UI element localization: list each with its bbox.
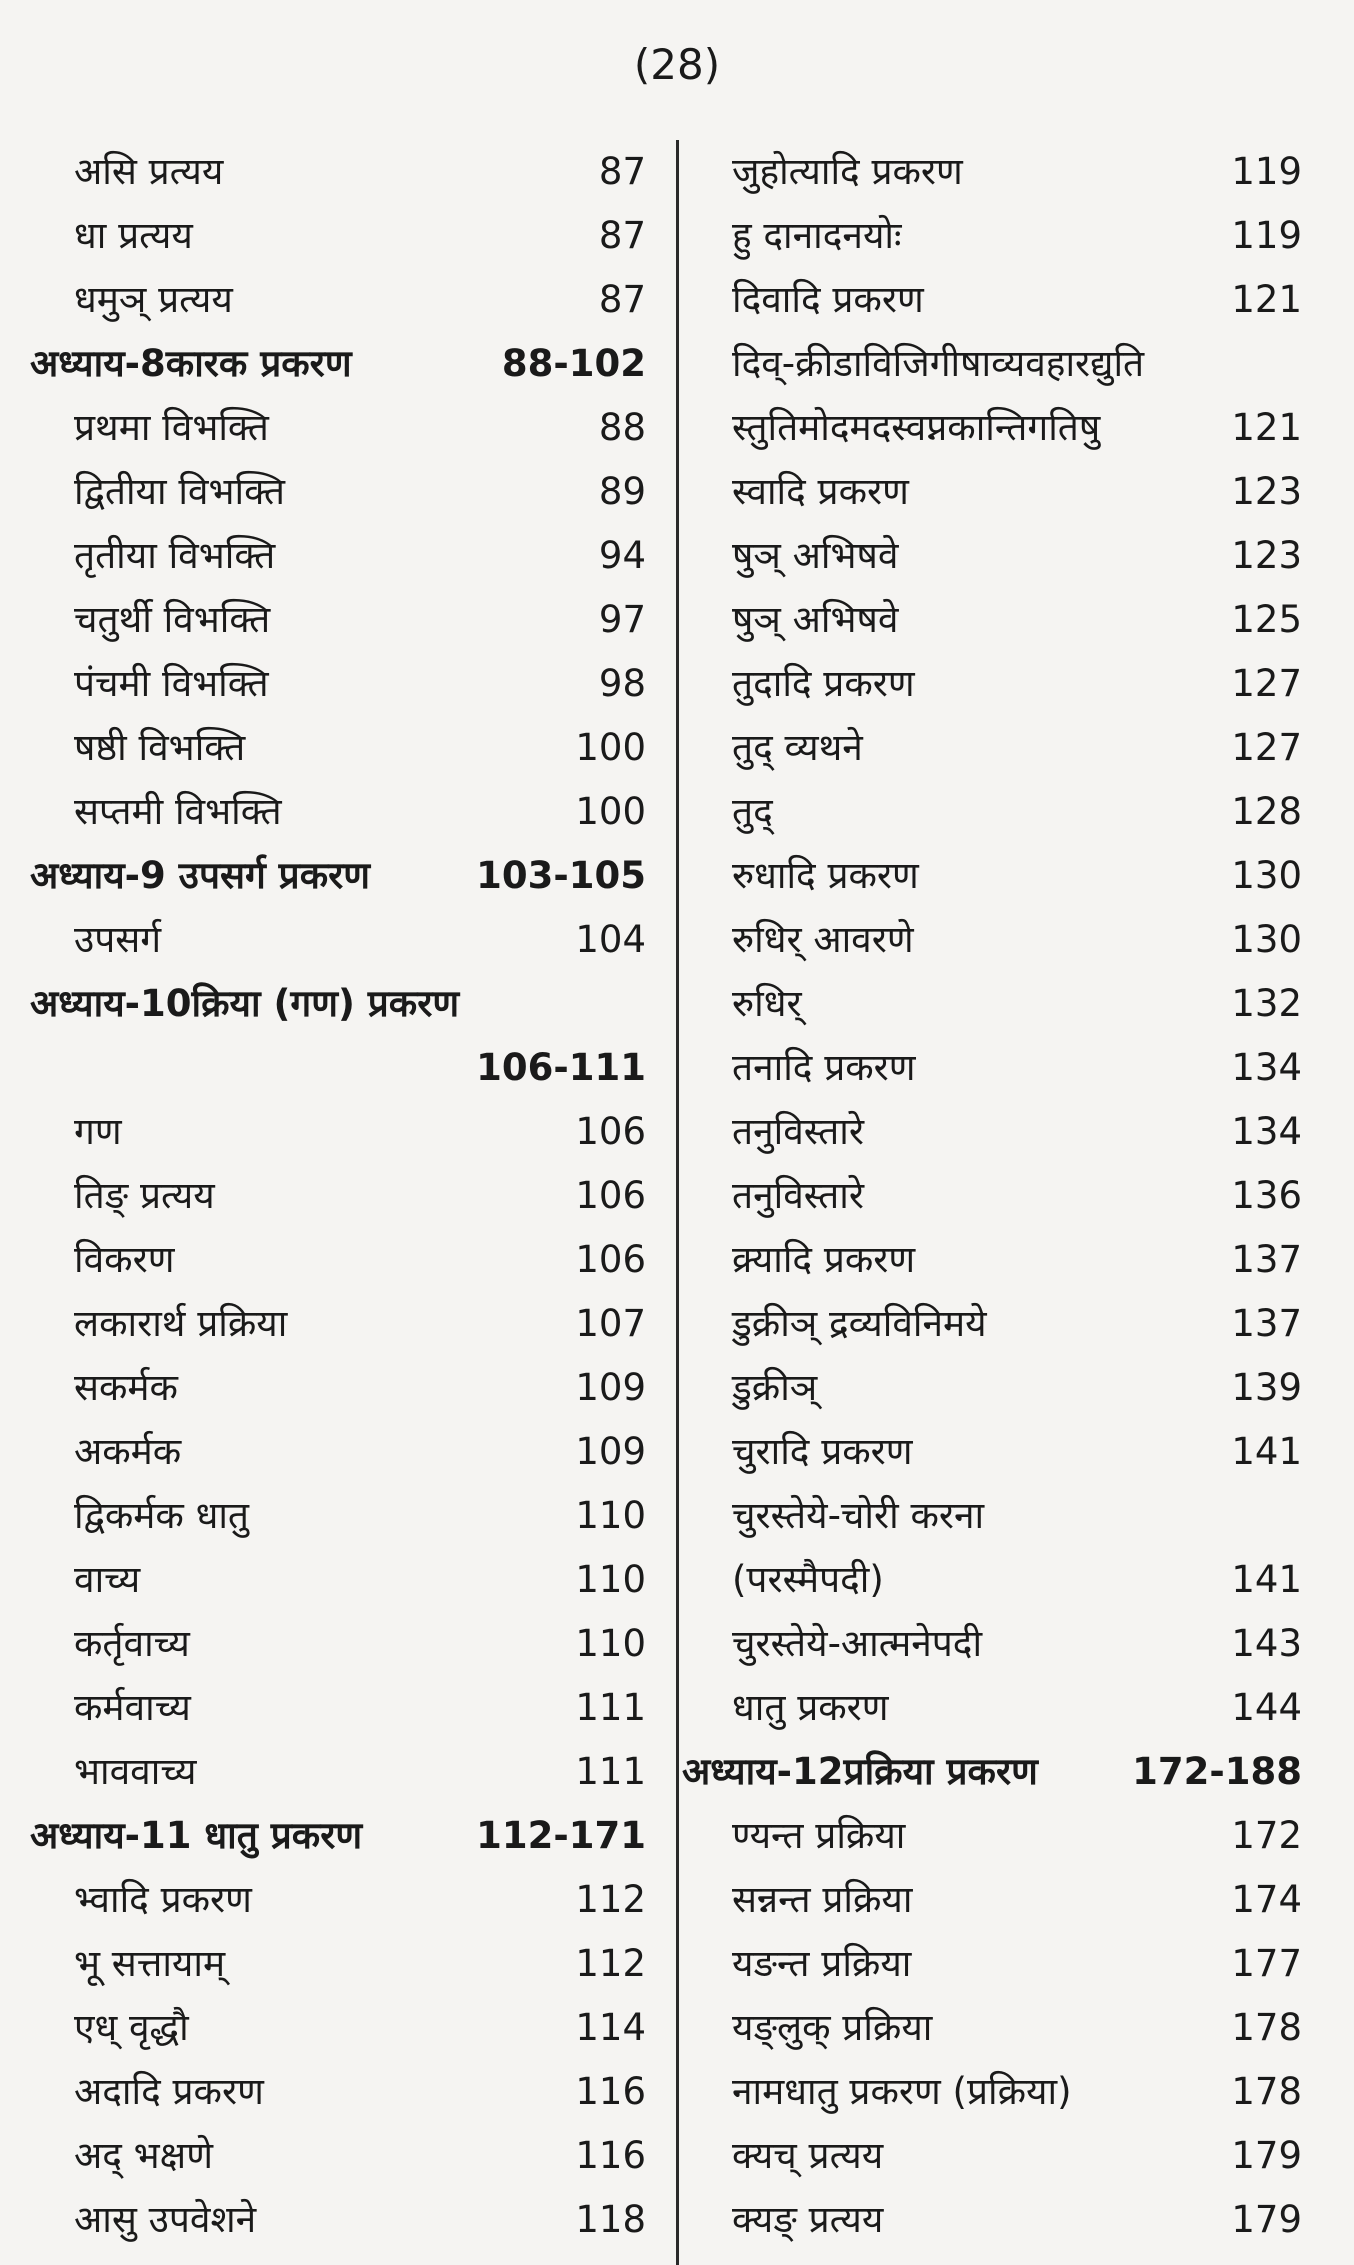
entry-page-number: 100 <box>575 726 646 769</box>
entry-page-number: 87 <box>598 214 646 257</box>
toc-entry-row <box>30 140 646 204</box>
entry-page-number: 109 <box>575 1366 646 1409</box>
toc-entry-row <box>706 2124 1302 2188</box>
toc-entry-row <box>706 972 1302 1036</box>
entry-title: चुरस्तेये-चोरी करना <box>732 1494 985 1537</box>
entry-title: सन्नन्त प्रक्रिया <box>732 1878 913 1921</box>
toc-entry-row <box>30 1292 646 1356</box>
entry-page-number: 172 <box>1231 1814 1302 1857</box>
entry-page-number: 104 <box>575 918 646 961</box>
entry-title: प्रथमा विभक्ति <box>74 406 269 449</box>
entry-title: डुक्रीञ् <box>732 1366 818 1409</box>
entry-page-number: 134 <box>1231 1110 1302 1153</box>
toc-entry-row <box>30 1868 646 1932</box>
entry-page-number: 172-188 <box>1132 1750 1302 1793</box>
entry-page-number: 100 <box>575 790 646 833</box>
toc-entry-row <box>706 1612 1302 1676</box>
entry-page-number: 106 <box>575 1238 646 1281</box>
entry-page-number: 112-171 <box>476 1814 646 1857</box>
entry-page-number: 132 <box>1231 982 1302 1025</box>
entry-title: द्वितीया विभक्ति <box>74 470 286 513</box>
toc-entry-row <box>706 1164 1302 1228</box>
entry-page-number: 87 <box>598 150 646 193</box>
entry-title: विकरण <box>74 1238 175 1281</box>
entry-title: डुक्रीञ् द्रव्यविनिमये <box>732 1302 987 1345</box>
entry-title: असि प्रत्यय <box>74 150 224 193</box>
entry-page-number: 139 <box>1231 1366 1302 1409</box>
toc-entry-row <box>706 1420 1302 1484</box>
entry-page-number: 116 <box>575 2134 646 2177</box>
entry-title: क्यङ् प्रत्यय <box>732 2198 884 2241</box>
right-column <box>682 140 1302 2252</box>
entry-title: दिव्-क्रीडाविजिगीषाव्यवहारद्युति <box>732 342 1145 385</box>
entry-title: तुदादि प्रकरण <box>732 662 915 705</box>
entry-page-number: 179 <box>1231 2198 1302 2241</box>
entry-title: धातु प्रकरण <box>732 1686 889 1729</box>
toc-entry-row <box>706 1036 1302 1100</box>
entry-title: अद् भक्षणे <box>74 2134 213 2177</box>
entry-title: क्यच् प्रत्यय <box>732 2134 884 2177</box>
entry-page-number: 110 <box>575 1558 646 1601</box>
page-number: (28) <box>633 40 721 89</box>
toc-entry-row <box>706 1100 1302 1164</box>
toc-entry-row <box>30 2188 646 2252</box>
toc-entry-row <box>706 1932 1302 1996</box>
entry-title: आसु उपवेशने <box>74 2198 257 2241</box>
entry-page-number: 88-102 <box>501 342 646 385</box>
entry-title: चतुर्थी विभक्ति <box>74 598 271 641</box>
toc-entry-row <box>30 588 646 652</box>
entry-title: सप्तमी विभक्ति <box>74 790 282 833</box>
entry-title: षुञ् अभिषवे <box>732 598 899 641</box>
entry-page-number: 109 <box>575 1430 646 1473</box>
column-divider <box>676 140 679 2265</box>
entry-title: एध् वृद्धौ <box>74 2006 189 2049</box>
entry-title: स्वादि प्रकरण <box>732 470 909 513</box>
entry-title: रुधादि प्रकरण <box>732 854 919 897</box>
entry-title: कर्मवाच्य <box>74 1686 191 1729</box>
toc-entry-row <box>706 844 1302 908</box>
entry-page-number: 103-105 <box>476 854 646 897</box>
entry-page-number: 178 <box>1231 2006 1302 2049</box>
entry-page-number: 144 <box>1231 1686 1302 1729</box>
toc-entry-row <box>706 1292 1302 1356</box>
toc-entry-row <box>30 1420 646 1484</box>
chapter-heading-row <box>30 844 646 908</box>
toc-entry-row <box>30 2060 646 2124</box>
toc-entry-row <box>706 332 1302 396</box>
entry-title: यङ्लुक् प्रक्रिया <box>732 2006 933 2049</box>
entry-page-number: 112 <box>575 1942 646 1985</box>
entry-page-number: 97 <box>598 598 646 641</box>
toc-entry-row <box>706 460 1302 524</box>
entry-page-number: 106 <box>575 1174 646 1217</box>
entry-title: उपसर्ग <box>74 918 162 961</box>
entry-title: गण <box>74 1110 122 1153</box>
entry-title: धमुञ् प्रत्यय <box>74 278 233 321</box>
entry-page-number: 106 <box>575 1110 646 1153</box>
toc-entry-row <box>30 1996 646 2060</box>
toc-entry-row <box>30 1036 646 1100</box>
toc-entry-row <box>706 396 1302 460</box>
entry-title: तुद् व्यथने <box>732 726 863 769</box>
entry-page-number: 118 <box>575 2198 646 2241</box>
entry-title: पंचमी विभक्ति <box>74 662 269 705</box>
toc-entry-row <box>30 1932 646 1996</box>
entry-title: द्विकर्मक धातु <box>74 1494 250 1537</box>
toc-entry-row <box>30 1676 646 1740</box>
toc-entry-row <box>30 204 646 268</box>
entry-title: वाच्य <box>74 1558 141 1601</box>
entry-title: स्तुतिमोदमदस्वप्नकान्तिगतिषु <box>732 406 1101 449</box>
toc-entry-row <box>706 1548 1302 1612</box>
entry-title: जुहोत्यादि प्रकरण <box>732 150 963 193</box>
entry-title: तुद् <box>732 790 773 833</box>
entry-title: अध्याय-10क्रिया (गण) प्रकरण <box>30 982 460 1025</box>
entry-page-number: 116 <box>575 2070 646 2113</box>
entry-page-number: 89 <box>598 470 646 513</box>
entry-title: कर्तृवाच्य <box>74 1622 190 1665</box>
toc-entry-row <box>30 652 646 716</box>
entry-page-number: 98 <box>598 662 646 705</box>
entry-page-number: 107 <box>575 1302 646 1345</box>
toc-entry-row <box>706 2060 1302 2124</box>
toc-entry-row <box>706 1484 1302 1548</box>
toc-entry-row <box>30 1228 646 1292</box>
entry-page-number: 130 <box>1231 918 1302 961</box>
toc-entry-row <box>706 268 1302 332</box>
entry-title: (परस्मैपदी) <box>732 1558 884 1601</box>
toc-entry-row <box>706 204 1302 268</box>
toc-entry-row <box>30 1548 646 1612</box>
entry-page-number: 114 <box>575 2006 646 2049</box>
entry-page-number: 177 <box>1231 1942 1302 1985</box>
entry-title: अध्याय-8कारक प्रकरण <box>30 342 352 385</box>
toc-entry-row <box>30 268 646 332</box>
entry-title: तनादि प्रकरण <box>732 1046 916 1089</box>
toc-entry-row <box>30 1484 646 1548</box>
toc-entry-row <box>706 1868 1302 1932</box>
toc-entry-row <box>30 908 646 972</box>
chapter-heading-row <box>30 972 646 1036</box>
toc-entry-row <box>30 2124 646 2188</box>
entry-page-number: 121 <box>1231 278 1302 321</box>
toc-entry-row <box>30 460 646 524</box>
entry-page-number: 111 <box>575 1686 646 1729</box>
entry-page-number: 106-111 <box>476 1046 646 1089</box>
toc-entry-row <box>706 780 1302 844</box>
entry-title: धा प्रत्यय <box>74 214 193 257</box>
entry-page-number: 94 <box>598 534 646 577</box>
entry-title: अदादि प्रकरण <box>74 2070 264 2113</box>
entry-page-number: 179 <box>1231 2134 1302 2177</box>
entry-title: अध्याय-11 धातु प्रकरण <box>30 1814 363 1857</box>
entry-page-number: 128 <box>1231 790 1302 833</box>
toc-entry-row <box>706 1356 1302 1420</box>
entry-title: यङन्त प्रक्रिया <box>732 1942 912 1985</box>
entry-page-number: 143 <box>1231 1622 1302 1665</box>
entry-page-number: 137 <box>1231 1302 1302 1345</box>
toc-entry-row <box>30 1740 646 1804</box>
entry-page-number: 119 <box>1231 214 1302 257</box>
toc-entry-row <box>706 1228 1302 1292</box>
entry-title: अध्याय-9 उपसर्ग प्रकरण <box>30 854 371 897</box>
entry-title: लकारार्थ प्रक्रिया <box>74 1302 288 1345</box>
toc-entry-row <box>30 1356 646 1420</box>
entry-page-number: 127 <box>1231 662 1302 705</box>
toc-entry-row <box>706 1804 1302 1868</box>
entry-title: रुधिर् <box>732 982 802 1025</box>
entry-title: भ्वादि प्रकरण <box>74 1878 252 1921</box>
entry-title: दिवादि प्रकरण <box>732 278 924 321</box>
toc-entry-row <box>706 524 1302 588</box>
toc-entry-row <box>706 1996 1302 2060</box>
chapter-heading-row <box>30 332 646 396</box>
entry-page-number: 88 <box>598 406 646 449</box>
entry-title: तृतीया विभक्ति <box>74 534 276 577</box>
entry-title: तिङ् प्रत्यय <box>74 1174 215 1217</box>
entry-page-number: 141 <box>1231 1430 1302 1473</box>
toc-entry-row <box>30 396 646 460</box>
entry-title: षष्ठी विभक्ति <box>74 726 246 769</box>
entry-title: नामधातु प्रकरण (प्रक्रिया) <box>732 2070 1072 2113</box>
left-column <box>30 140 646 2252</box>
entry-title: भू सत्तायाम् <box>74 1942 226 1985</box>
entry-page-number: 87 <box>598 278 646 321</box>
entry-page-number: 112 <box>575 1878 646 1921</box>
toc-entry-row <box>706 1676 1302 1740</box>
entry-page-number: 123 <box>1231 534 1302 577</box>
toc-entry-row <box>30 524 646 588</box>
toc-entry-row <box>706 588 1302 652</box>
toc-entry-row <box>30 716 646 780</box>
chapter-heading-row <box>30 1804 646 1868</box>
entry-title: अकर्मक <box>74 1430 182 1473</box>
entry-title: तनुविस्तारे <box>732 1174 864 1217</box>
toc-entry-row <box>706 140 1302 204</box>
entry-page-number: 134 <box>1231 1046 1302 1089</box>
entry-page-number: 111 <box>575 1750 646 1793</box>
entry-title: तनुविस्तारे <box>732 1110 864 1153</box>
entry-title: हु दानादनयोः <box>732 214 902 257</box>
toc-entry-row <box>30 780 646 844</box>
entry-title: अध्याय-12प्रक्रिया प्रकरण <box>682 1750 1038 1793</box>
entry-page-number: 127 <box>1231 726 1302 769</box>
entry-page-number: 125 <box>1231 598 1302 641</box>
entry-page-number: 137 <box>1231 1238 1302 1281</box>
toc-entry-row <box>706 2188 1302 2252</box>
entry-page-number: 136 <box>1231 1174 1302 1217</box>
entry-title: चुरादि प्रकरण <box>732 1430 913 1473</box>
toc-entry-row <box>706 652 1302 716</box>
entry-page-number: 119 <box>1231 150 1302 193</box>
entry-title: ण्यन्त प्रक्रिया <box>732 1814 906 1857</box>
entry-title: रुधिर् आवरणे <box>732 918 914 961</box>
entry-title: भाववाच्य <box>74 1750 197 1793</box>
chapter-heading-row <box>682 1740 1302 1804</box>
entry-title: चुरस्तेये-आत्मनेपदी <box>732 1622 983 1665</box>
toc-entry-row <box>706 908 1302 972</box>
entry-page-number: 110 <box>575 1622 646 1665</box>
entry-page-number: 141 <box>1231 1558 1302 1601</box>
entry-page-number: 121 <box>1231 406 1302 449</box>
toc-entry-row <box>30 1164 646 1228</box>
entry-title: सकर्मक <box>74 1366 178 1409</box>
entry-page-number: 178 <box>1231 2070 1302 2113</box>
entry-page-number: 130 <box>1231 854 1302 897</box>
toc-entry-row <box>30 1612 646 1676</box>
toc-entry-row <box>706 716 1302 780</box>
toc-entry-row <box>30 1100 646 1164</box>
entry-title: क्र्यादि प्रकरण <box>732 1238 916 1281</box>
entry-page-number: 110 <box>575 1494 646 1537</box>
entry-page-number: 123 <box>1231 470 1302 513</box>
entry-page-number: 174 <box>1231 1878 1302 1921</box>
entry-title: षुञ् अभिषवे <box>732 534 899 577</box>
